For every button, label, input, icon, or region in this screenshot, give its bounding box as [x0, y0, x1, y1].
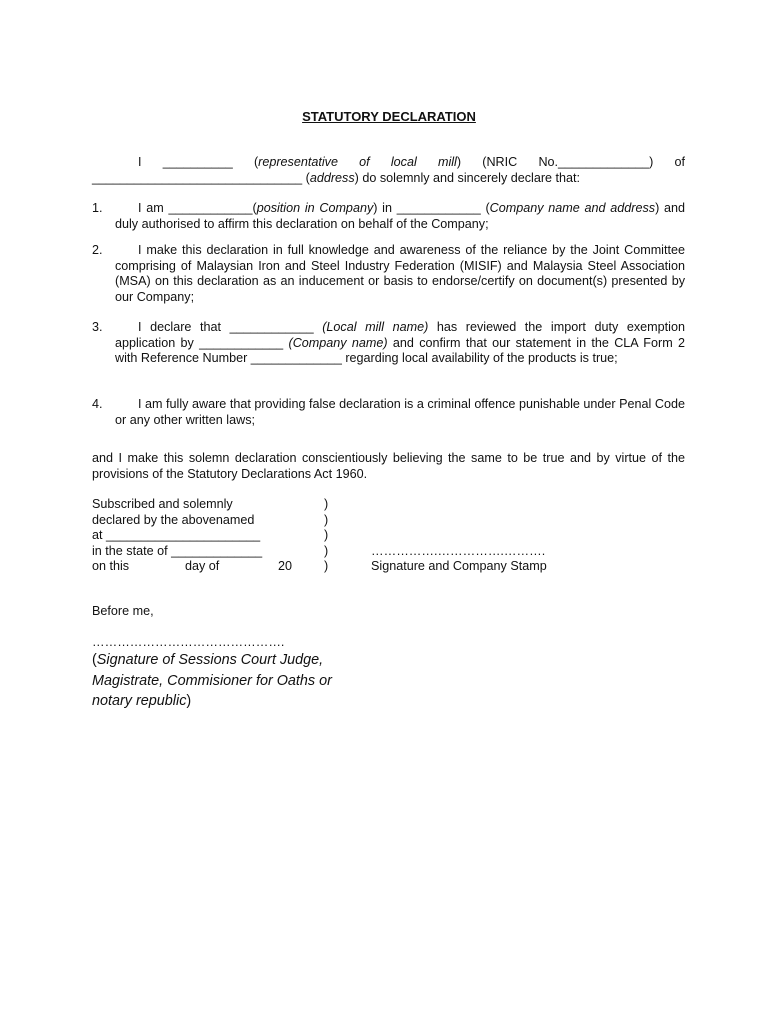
intro-line-2: ______________________________ (address) do solemnly and sincerely declare that:: [92, 170, 581, 185]
subscription-block: [92, 497, 592, 575]
item-number: 3.: [92, 320, 103, 334]
magistrate-signature-line: ……………………………………….: [92, 635, 285, 649]
subscription-line: in the state of _____________ ) …………….…………….……….: [92, 543, 546, 558]
item-text: I make this declaration in full knowledge and awareness of the reliance by the Joint Committee comprising of Malaysian Iron and Steel Industry Federation (MISIF) and Malaysia Steel Association (MSA) on this declaration as an inducement or basis to endorse/certify on document(s) presented by our Company;: [115, 243, 685, 304]
subscription-line: declared by the abovenamed ): [92, 512, 329, 527]
signature-label: Signature and Company Stamp: [371, 559, 547, 573]
intro-paragraph: [92, 155, 685, 186]
closing-paragraph: and I make this solemn declaration conscientiously believing the same to be true and by virtue of the provisions of the Statutory Declarations Act 1960.: [92, 451, 685, 481]
item-number: 1.: [92, 201, 103, 215]
subscription-line: on this day of 20 ) Signature and Company Stamp: [92, 559, 547, 573]
subscription-line: Subscribed and solemnly ): [92, 497, 329, 511]
before-me-label: Before me,: [92, 604, 154, 618]
declaration-item-3: [92, 320, 685, 367]
declaration-item-2: [92, 243, 685, 305]
signature-line: …………….…………….……….: [371, 543, 546, 558]
declaration-item-4: [92, 397, 685, 428]
intro-line-1: I __________ (representative of local mill) (NRIC No._____________) of: [138, 155, 686, 169]
magistrate-caption: (Signature of Sessions Court Judge, Magistrate, Commisioner for Oaths or notary republic): [92, 652, 332, 709]
document-title: STATUTORY DECLARATION: [302, 109, 476, 124]
item-number: 4.: [92, 397, 103, 411]
subscription-line: at ______________________ ): [92, 528, 329, 542]
item-number: 2.: [92, 243, 103, 257]
item-text: I am fully aware that providing false declaration is a criminal offence punishable under Penal Code or any other written laws;: [115, 397, 685, 427]
item-text: I am ____________(position in Company) in ____________ (Company name and address) and duly authorised to affirm this declaration on behalf of the Company;: [115, 201, 685, 231]
item-text: I declare that ____________ (Local mill name) has reviewed the import duty exemption application by ____________ (Company name) and confirm that our statement in the CLA Form 2 with Reference Number _____________ regarding local availability of the products is true;: [115, 320, 686, 365]
declaration-item-1: [92, 201, 685, 232]
